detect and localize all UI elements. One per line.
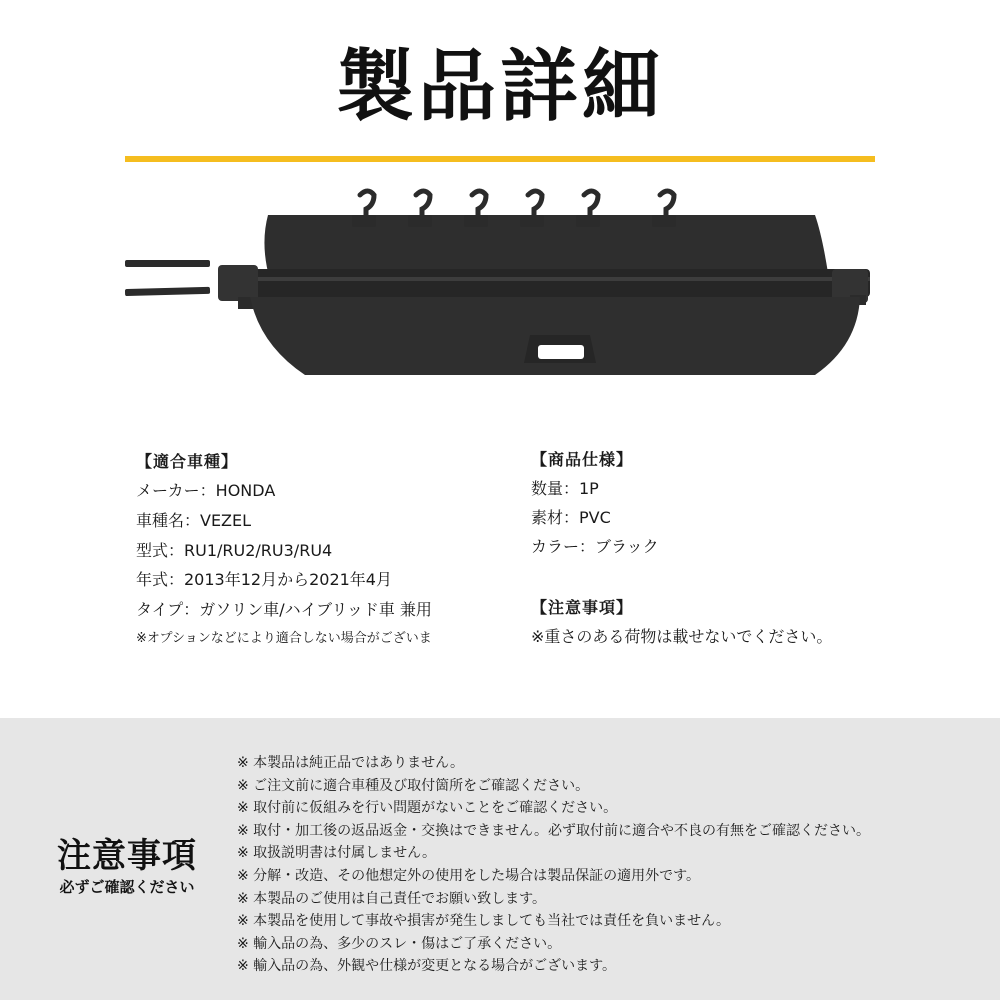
caution-item: ※ 本製品を使用して事故や損害が発生しましても当社では責任を負いません。 bbox=[237, 913, 731, 930]
caution-item: ※ 輸入品の為、多少のスレ・傷はご了承ください。 bbox=[237, 935, 562, 952]
caution-item: ※ 本製品のご使用は自己責任でお願い致します。 bbox=[237, 890, 547, 907]
caution-item: ※ 取付・加工後の返品返金・交換はできません。必ず取付前に適合や不良の有無をご確認ください。 bbox=[237, 822, 871, 839]
page-title: 製品詳細 bbox=[335, 42, 664, 132]
caution-title: 注意事項 bbox=[57, 836, 197, 876]
notes-heading: 【注意事項】 bbox=[531, 598, 634, 617]
material-text: 素材：PVC bbox=[531, 508, 611, 527]
spec-heading: 【商品仕様】 bbox=[531, 450, 634, 469]
caution-item: ※ 分解・改造、その他想定外の使用をした場合は製品保証の適用外です。 bbox=[237, 867, 701, 884]
caution-item: ※ 取付前に仮組みを行い問題がないことをご確認ください。 bbox=[237, 800, 618, 817]
color-text: カラー：ブラック bbox=[531, 537, 659, 556]
notes-text: ※重さのある荷物は載せないでください。 bbox=[531, 627, 833, 646]
caution-item: ※ ご注文前に適合車種及び取付箇所をご確認ください。 bbox=[237, 777, 590, 794]
caution-item: ※ 取扱説明書は付属しません。 bbox=[237, 845, 437, 862]
type-code-text: 型式：RU1/RU2/RU3/RU4 bbox=[136, 541, 333, 560]
caution-subtitle: 必ずご確認ください bbox=[59, 878, 195, 896]
cargo-cover-photo-icon bbox=[110, 185, 890, 400]
fuel-type-text: タイプ：ガソリン車/ハイブリッド車 兼用 bbox=[136, 600, 432, 619]
years-text: 年式：2013年12月から2021年4月 bbox=[136, 570, 392, 589]
caution-item: ※ 輸入品の為、外観や仕様が変更となる場合がございます。 bbox=[237, 958, 617, 975]
fitment-heading: 【適合車種】 bbox=[136, 452, 239, 471]
model-text: 車種名：VEZEL bbox=[136, 511, 252, 530]
quantity-text: 数量：1P bbox=[531, 479, 599, 498]
title-underline bbox=[125, 156, 875, 162]
fitment-note: ※オプションなどにより適合しない場合がございま bbox=[136, 631, 432, 646]
caution-list bbox=[237, 752, 977, 978]
caution-item: ※ 本製品は純正品ではありません。 bbox=[237, 755, 465, 771]
maker-text: メーカー：HONDA bbox=[136, 481, 276, 500]
